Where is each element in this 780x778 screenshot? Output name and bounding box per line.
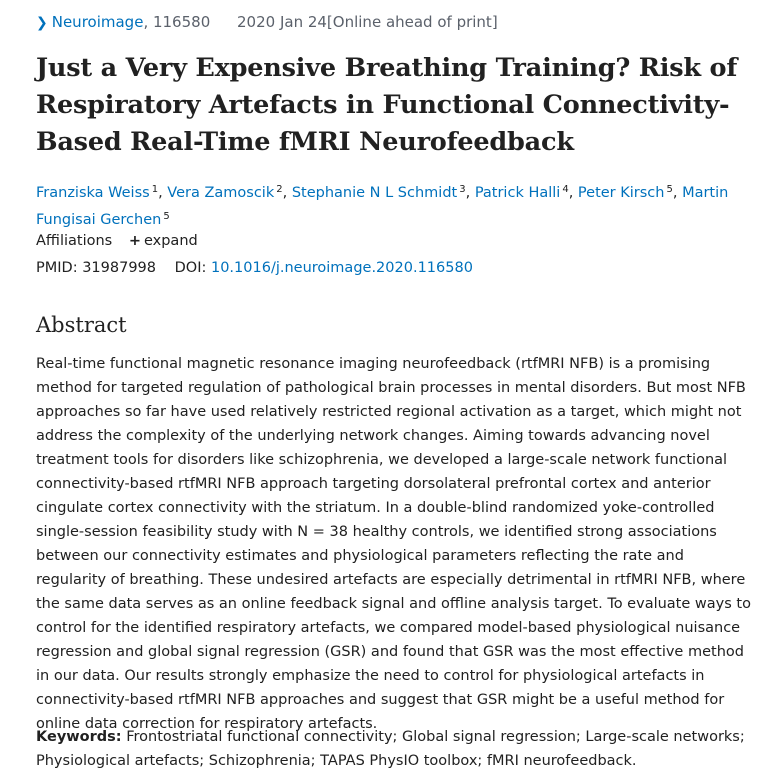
author-affiliation-number[interactable]: 5 [163, 211, 170, 222]
author-affiliation-number[interactable]: 1 [151, 184, 159, 195]
author-link[interactable]: Stephanie N L Schmidt [291, 185, 458, 201]
keywords [36, 725, 751, 773]
article-title: Just a Very Expensive Breathing Training? Risk of Respiratory Artefacts in Functional Connectivity-Based Real-Time fMRI Neurofeedback [36, 53, 738, 157]
affiliations-expand-button[interactable] [129, 233, 198, 249]
journal-link[interactable]: Neuroimage [51, 13, 144, 31]
abstract-text: Real-time functional magnetic resonance imaging neurofeedback (rtfMRI NFB) is a promising method for targeted regulation of pathological brain processes in mental disorders. But most NFB approaches so far have used relatively restricted regional activation as a target, which might not address the complexity of the underlying network changes. Aiming towards advancing novel treatment tools for disorders like schizophrenia, we developed a large-scale network functional connectivity-based rtfMRI NFB approach targeting dorsolateral prefrontal cortex and anterior cingulate cortex connectivity with the striatum. In a double-blind randomized yoke-controlled single-session feasibility study with N = 38 healthy controls, we identified strong associations between our connectivity estimates and physiological parameters reflecting the rate and regularity of breathing. These undesired artefacts are especially detrimental in rtfMRI NFB, where the same data serves as an online feedback signal and offline analysis target. To evaluate ways to control for the identified respiratory artefacts, we compared model-based physiological nuisance regression and global signal regression (GSR) and found that GSR was the most effective method in our data. Our results strongly emphasize the need to control for physiological artefacts in connectivity-based rtfMRI NFB approaches and suggest that GSR might be a useful method for online data correction for respiratory artefacts. [36, 356, 751, 732]
keywords-label: Keywords: [36, 729, 122, 745]
pmid-value: 31987998 [82, 260, 157, 276]
publication-date: 2020 Jan 24[Online ahead of print] [237, 13, 498, 31]
author-link[interactable]: Martin Fungisai Gerchen [36, 185, 729, 228]
article-source [36, 12, 498, 33]
expand-label: expand [143, 233, 198, 249]
authors-list: Franziska Weiss $^1$, Vera Zamoscik $^2$, Stephanie N L Schmidt $^3$, Patrick Halli $^4$, Peter Kirsch $^5$, Martin Fungisai Gerchen $^5$ [36, 184, 729, 228]
affiliations-label: Affiliations [36, 233, 113, 249]
doi-link[interactable]: 10.1016/j.neuroimage.2020.116580 [210, 260, 473, 276]
pmid-label: PMID: [36, 260, 78, 276]
author-affiliation-number[interactable]: 5 [666, 184, 673, 195]
plus-icon: + [128, 233, 141, 249]
author-link[interactable]: Peter Kirsch [577, 185, 665, 201]
identifiers-row [36, 258, 473, 278]
keywords-text: Frontostriatal functional connectivity; Global signal regression; Large-scale networks; Physiological artefacts; Schizophrenia; TAPAS PhysIO toolbox; fMRI neurofeedback. [36, 729, 745, 769]
author-link[interactable]: Vera Zamoscik [167, 185, 275, 201]
article-number: , 116580 [143, 13, 211, 31]
author-affiliation-number[interactable]: 3 [459, 184, 466, 195]
author-link[interactable]: Franziska Weiss [36, 185, 150, 201]
doi-label: DOI: [174, 260, 207, 276]
chevron-right-icon[interactable]: ❯ [36, 15, 48, 31]
author-affiliation-number[interactable]: 4 [562, 184, 569, 195]
author-affiliation-number[interactable]: 2 [276, 184, 283, 195]
author-link[interactable]: Patrick Halli [474, 185, 561, 201]
affiliations-row [36, 231, 198, 251]
abstract-heading: Abstract [36, 313, 127, 337]
